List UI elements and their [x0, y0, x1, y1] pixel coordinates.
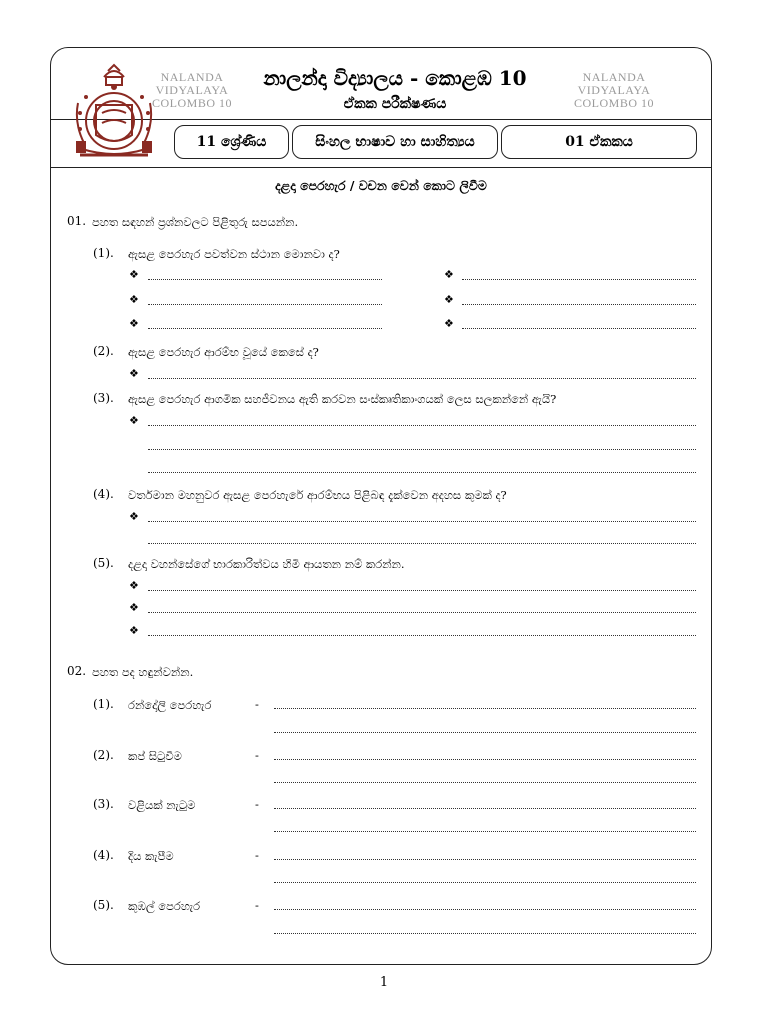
q2-item3-term: වළියක් නැටුම: [128, 798, 196, 812]
q1-part3-label: (3).: [93, 391, 114, 405]
answer-line[interactable]: [148, 449, 696, 450]
q1-part5-text: දළදා වහන්සේගේ භාරකාරිත්වය හිමි ආයතන නම් කරන්න.: [128, 557, 405, 571]
answer-line[interactable]: [148, 425, 696, 426]
answer-line[interactable]: [462, 304, 696, 305]
q2-item3-label: (3).: [93, 797, 114, 811]
answer-line[interactable]: [148, 590, 696, 591]
answer-line[interactable]: [274, 933, 696, 934]
answer-line[interactable]: [274, 831, 696, 832]
bullet-icon: ❖: [444, 268, 454, 281]
q2-number: 02.: [67, 664, 87, 678]
school-name: නාලන්දා විද්‍යාලය - කොළඹ 10: [263, 66, 527, 90]
watermark-right: NALANDA VIDYALAYA COLOMBO 10: [573, 70, 654, 110]
dash: -: [255, 748, 259, 762]
q1-part4-label: (4).: [93, 487, 114, 501]
bullet-icon: ❖: [129, 414, 139, 427]
answer-line[interactable]: [274, 859, 696, 860]
q2-item5-term: කුඹල් පෙරහැර: [128, 899, 201, 913]
answer-line[interactable]: [274, 808, 696, 809]
bullet-icon: ❖: [129, 293, 139, 306]
q1-part2-label: (2).: [93, 344, 114, 358]
answer-line[interactable]: [462, 279, 696, 280]
q1-number: 01.: [67, 214, 87, 228]
watermark-left: NALANDA VIDYALAYA COLOMBO 10: [151, 70, 232, 110]
bullet-icon: ❖: [444, 317, 454, 330]
answer-line[interactable]: [148, 612, 696, 613]
answer-line[interactable]: [148, 472, 696, 473]
answer-line[interactable]: [274, 759, 696, 760]
answer-line[interactable]: [462, 328, 696, 329]
answer-line[interactable]: [148, 328, 382, 329]
q2-item5-label: (5).: [93, 898, 114, 912]
q2-item1-label: (1).: [93, 697, 114, 711]
dash: -: [255, 898, 259, 912]
bullet-icon: ❖: [129, 579, 139, 592]
answer-line[interactable]: [148, 635, 696, 636]
unit-box: 01 ඒකකය: [501, 125, 697, 159]
q1-part1-label: (1).: [93, 246, 114, 260]
answer-line[interactable]: [274, 909, 696, 910]
bullet-icon: ❖: [129, 367, 139, 380]
subject-box: සිංහල භාෂාව හා සාහිත්‍යය: [292, 125, 498, 159]
header-divider-bottom: [50, 167, 712, 168]
dash: -: [255, 797, 259, 811]
grade-box: 11 ශ්‍රේණිය: [174, 125, 289, 159]
q2-item2-label: (2).: [93, 748, 114, 762]
q2-item4-term: දිය කැපීම: [128, 849, 174, 863]
page-number: 1: [379, 975, 389, 990]
answer-line[interactable]: [148, 279, 382, 280]
answer-line[interactable]: [148, 543, 696, 544]
q2-item4-label: (4).: [93, 848, 114, 862]
dash: -: [255, 848, 259, 862]
bullet-icon: ❖: [129, 624, 139, 637]
answer-line[interactable]: [148, 304, 382, 305]
q2-item1-term: රන්දෝලි පෙරහැර: [128, 698, 212, 712]
q1-part1-text: ඇසළ පෙරහැර පවත්වන ස්ථාන මොනවා ද?: [128, 247, 340, 261]
answer-line[interactable]: [274, 708, 696, 709]
exam-type: ඒකක පරීක්ෂණය: [343, 96, 447, 112]
page-title: දළදා පෙරහැර / වචන වෙන් කොට ලිවීම: [275, 178, 487, 193]
q1-part4-text: වර්තමාන මහනුවර ඇසළ පෙරහැරේ ආරම්භය පිළිබඳ දැක්වෙන අදහස කුමක් ද?: [128, 488, 507, 502]
q2-item2-term: කප් සිටුවීම: [128, 749, 182, 763]
answer-line[interactable]: [274, 782, 696, 783]
q1-part3-text: ඇසළ පෙරහැර ආගමික සහජීවනය ඇති කරවන සංස්කෘතිකාංගයක් ලෙස සලකන්නේ ඇයි?: [128, 392, 557, 406]
q1-part5-label: (5).: [93, 556, 114, 570]
bullet-icon: ❖: [444, 293, 454, 306]
answer-line[interactable]: [148, 378, 696, 379]
bullet-icon: ❖: [129, 268, 139, 281]
bullet-icon: ❖: [129, 601, 139, 614]
dash: -: [255, 697, 259, 711]
q1-instruction: පහත සඳහන් ප්‍රශ්නවලට පිළිතුරු සපයන්න.: [92, 215, 299, 229]
answer-line[interactable]: [274, 732, 696, 733]
q1-part2-text: ඇසළ පෙරහැර ආරම්භ වූයේ කෙසේ ද?: [128, 345, 319, 359]
bullet-icon: ❖: [129, 510, 139, 523]
answer-line[interactable]: [274, 882, 696, 883]
answer-line[interactable]: [148, 521, 696, 522]
bullet-icon: ❖: [129, 317, 139, 330]
q2-instruction: පහත පද හඳුන්වන්න.: [92, 665, 194, 679]
